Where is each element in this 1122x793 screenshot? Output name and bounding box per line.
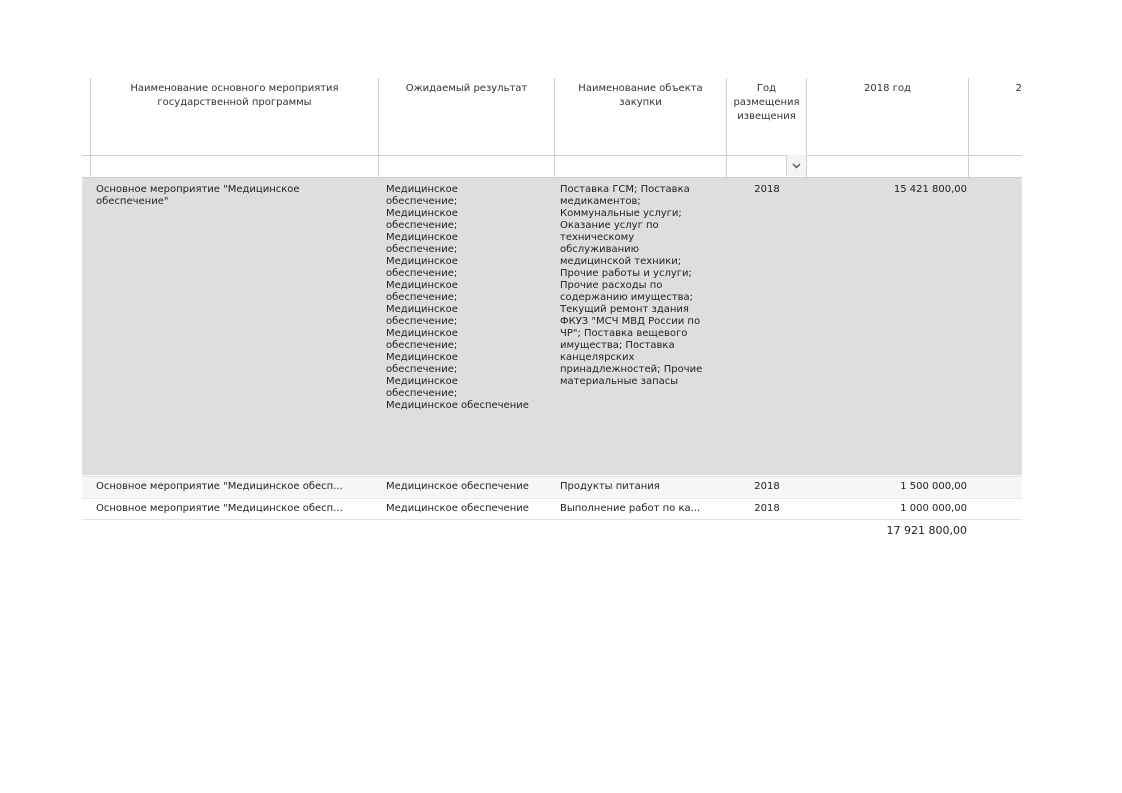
cell-amount: 1 000 000,00 <box>900 503 967 514</box>
cell-amount: 15 421 800,00 <box>893 184 967 195</box>
table-row[interactable] <box>82 476 1022 497</box>
filter-year-dropdown-button[interactable] <box>786 155 806 176</box>
filter-spacer <box>82 155 91 177</box>
cell-object: Поставка ГСМ; Поставка медикаментов; Коммунальные услуги; Оказание услуг по техническому обслуживанию медицинской техники; Прочие работы и услуги; Прочие расходы по содержанию имущества; Текущий ремонт здания ФКУЗ "МСЧ МВД России по ЧР"; Поставка вещевого имущества; Поставка канцелярских принадлежностей; Прочие материальные запасы <box>560 184 703 387</box>
column-header-result[interactable]: Ожидаемый результат <box>379 78 555 155</box>
cell-amount: 1 500 000,00 <box>900 481 967 492</box>
cell-result: Медицинское обеспечение <box>386 503 529 514</box>
column-header-next[interactable]: 2 <box>1015 83 1022 94</box>
column-header-measure[interactable]: Наименование основного мероприятия государственной программы <box>91 78 379 155</box>
cell-measure: Основное мероприятие "Медицинское обесп... <box>96 481 343 492</box>
column-header-2018[interactable]: 2018 год <box>807 78 969 155</box>
cell-result: Медицинское обеспечение <box>386 481 529 492</box>
cell-object: Выполнение работ по ка... <box>560 503 701 514</box>
filter-next[interactable] <box>969 155 1022 177</box>
cell-measure: Основное мероприятие "Медицинское обесп... <box>96 503 343 514</box>
cell-measure: Основное мероприятие "Медицинское обеспечение" <box>96 184 300 207</box>
filter-measure[interactable] <box>91 155 379 177</box>
cell-object: Продукты питания <box>560 481 660 492</box>
filter-object[interactable] <box>555 155 727 177</box>
filter-year[interactable] <box>727 155 807 177</box>
cell-year: 2018 <box>754 481 780 492</box>
column-header-year[interactable]: Год размещения извещения <box>727 78 807 155</box>
row-header-spacer <box>82 78 91 155</box>
column-header-object[interactable]: Наименование объекта закупки <box>555 78 727 155</box>
filter-row <box>82 155 1022 178</box>
table-row[interactable] <box>82 178 1022 475</box>
table-row[interactable] <box>82 498 1022 520</box>
cell-year: 2018 <box>754 503 780 514</box>
filter-result[interactable] <box>379 155 555 177</box>
cell-year: 2018 <box>754 184 780 195</box>
filter-2018[interactable] <box>807 155 969 177</box>
chevron-down-icon <box>792 163 801 169</box>
grid-header <box>82 78 1022 156</box>
cell-result: Медицинское обеспечение; Медицинское обеспечение; Медицинское обеспечение; Медицинское обеспечение; Медицинское обеспечение; Медицинское обеспечение; Медицинское обеспечение; Медицинское обеспечение; Медицинское обеспечение; Медицинское обеспечение <box>386 184 529 411</box>
summary-total: 17 921 800,00 <box>886 524 967 537</box>
